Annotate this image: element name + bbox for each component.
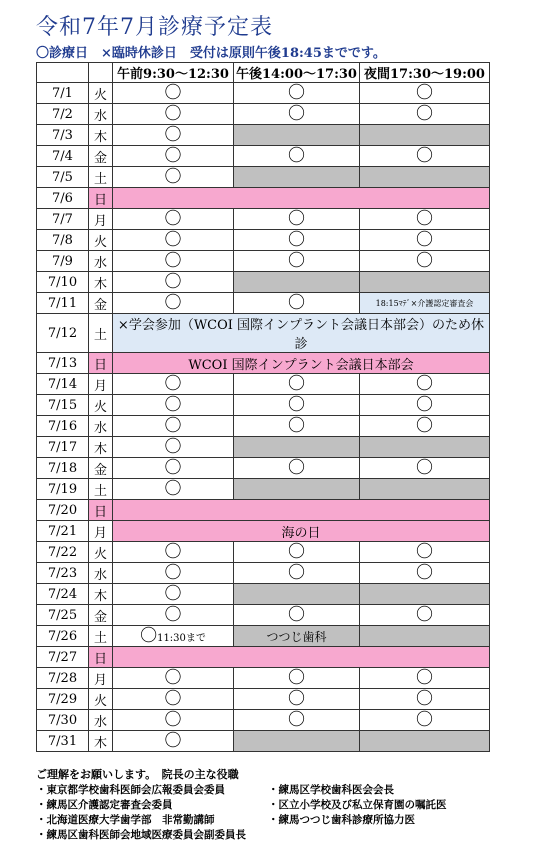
ev-cell xyxy=(360,416,490,437)
schedule-row xyxy=(37,626,490,647)
date-cell: 7/31 xyxy=(37,731,89,752)
pm-cell xyxy=(234,293,360,314)
weekday-cell: 水 xyxy=(89,104,113,125)
schedule-row xyxy=(37,416,490,437)
am-cell xyxy=(113,731,234,752)
am-cell xyxy=(113,605,234,626)
header-dow xyxy=(89,63,113,83)
open-mark: 〇 xyxy=(288,668,305,688)
open-mark: 〇 xyxy=(416,146,433,166)
open-mark: 〇 xyxy=(416,251,433,271)
schedule-row xyxy=(37,458,490,479)
weekday-cell: 水 xyxy=(89,251,113,272)
page-title: 令和7年7月診療予定表 xyxy=(36,15,273,40)
schedule-row xyxy=(37,251,490,272)
schedule-row xyxy=(37,521,490,542)
weekday-cell: 金 xyxy=(89,146,113,167)
ev-cell xyxy=(360,584,490,605)
schedule-row xyxy=(37,689,490,710)
ev-cell xyxy=(360,125,490,146)
ev-cell xyxy=(360,251,490,272)
schedule-row xyxy=(37,542,490,563)
header-afternoon: 午後14:00〜17:30 xyxy=(234,63,360,83)
day-note-cell xyxy=(113,188,490,209)
open-mark: 〇 xyxy=(288,374,305,394)
date-cell: 7/28 xyxy=(37,668,89,689)
schedule-row xyxy=(37,437,490,458)
am-cell xyxy=(113,83,234,104)
date-cell: 7/13 xyxy=(37,353,89,374)
schedule-row xyxy=(37,731,490,752)
am-cell xyxy=(113,542,234,563)
weekday-cell: 水 xyxy=(89,710,113,731)
ev-cell xyxy=(360,689,490,710)
open-mark: 〇 xyxy=(164,542,182,562)
date-cell: 7/6 xyxy=(37,188,89,209)
am-cell xyxy=(113,479,234,500)
date-cell: 7/2 xyxy=(37,104,89,125)
morning-note: 11:30まで xyxy=(157,633,206,644)
am-cell xyxy=(113,272,234,293)
date-cell: 7/26 xyxy=(37,626,89,647)
open-mark: 〇 xyxy=(164,689,182,709)
weekday-cell: 日 xyxy=(89,647,113,668)
open-mark: 〇 xyxy=(416,209,433,229)
role-item: ・練馬区歯科医師会地域医療委員会副委員長 xyxy=(36,829,246,841)
date-cell: 7/22 xyxy=(37,542,89,563)
open-mark: 〇 xyxy=(164,563,182,583)
role-item: ・練馬区介護認定審査会委員 xyxy=(36,799,173,811)
schedule-row xyxy=(37,500,490,521)
am-cell xyxy=(113,251,234,272)
date-cell: 7/5 xyxy=(37,167,89,188)
weekday-cell: 火 xyxy=(89,542,113,563)
date-cell: 7/17 xyxy=(37,437,89,458)
ev-cell xyxy=(360,437,490,458)
date-cell: 7/19 xyxy=(37,479,89,500)
date-cell: 7/11 xyxy=(37,293,89,314)
am-cell xyxy=(113,167,234,188)
ev-cell xyxy=(360,626,490,647)
open-mark: 〇 xyxy=(416,689,433,709)
date-cell: 7/20 xyxy=(37,500,89,521)
schedule-row xyxy=(37,479,490,500)
schedule-row xyxy=(37,668,490,689)
weekday-cell: 土 xyxy=(89,314,113,353)
open-mark: 〇 xyxy=(416,230,433,250)
header-evening: 夜間17:30〜19:00 xyxy=(360,63,490,83)
ev-cell xyxy=(360,167,490,188)
date-cell: 7/3 xyxy=(37,125,89,146)
weekday-cell: 火 xyxy=(89,689,113,710)
open-mark: 〇 xyxy=(288,251,305,271)
date-cell: 7/12 xyxy=(37,314,89,353)
open-mark: 〇 xyxy=(416,104,433,124)
weekday-cell: 金 xyxy=(89,605,113,626)
open-mark: 〇 xyxy=(288,395,305,415)
date-cell: 7/8 xyxy=(37,230,89,251)
role-item: ・北海道医療大学歯学部 非常勤講師 xyxy=(36,814,215,826)
open-mark: 〇 xyxy=(164,731,182,751)
pm-cell xyxy=(234,437,360,458)
schedule-row xyxy=(37,395,490,416)
open-mark: 〇 xyxy=(164,374,182,394)
open-mark: 〇 xyxy=(164,605,182,625)
date-cell: 7/18 xyxy=(37,458,89,479)
ev-cell xyxy=(360,563,490,584)
ev-cell xyxy=(360,731,490,752)
pm-cell xyxy=(234,689,360,710)
pm-cell xyxy=(234,542,360,563)
schedule-row xyxy=(37,647,490,668)
date-cell: 7/29 xyxy=(37,689,89,710)
date-cell: 7/21 xyxy=(37,521,89,542)
open-mark: 〇 xyxy=(164,668,182,688)
open-mark: 〇 xyxy=(164,209,182,229)
am-cell xyxy=(113,584,234,605)
footer xyxy=(36,766,516,843)
open-mark: 〇 xyxy=(164,458,182,478)
open-mark: 〇 xyxy=(164,83,182,103)
weekday-cell: 火 xyxy=(89,83,113,104)
pm-cell xyxy=(234,458,360,479)
open-mark: 〇 xyxy=(416,542,433,562)
weekday-cell: 日 xyxy=(89,188,113,209)
ev-cell xyxy=(360,146,490,167)
weekday-cell: 土 xyxy=(89,626,113,647)
am-cell xyxy=(113,395,234,416)
open-mark: 〇 xyxy=(416,605,433,625)
schedule-row xyxy=(37,584,490,605)
day-note-cell: WCOI 国際インプラント会議日本部会 xyxy=(113,353,490,374)
schedule-row xyxy=(37,167,490,188)
date-cell: 7/30 xyxy=(37,710,89,731)
role-item: ・東京都学校歯科医師会広報委員会委員 xyxy=(36,784,225,796)
date-cell: 7/10 xyxy=(37,272,89,293)
weekday-cell: 月 xyxy=(89,209,113,230)
weekday-cell: 月 xyxy=(89,521,113,542)
schedule-row xyxy=(37,230,490,251)
pm-cell xyxy=(234,251,360,272)
open-mark: 〇 xyxy=(288,416,305,436)
pm-cell xyxy=(234,416,360,437)
pm-cell xyxy=(234,104,360,125)
ev-cell xyxy=(360,458,490,479)
pm-cell xyxy=(234,563,360,584)
weekday-cell: 木 xyxy=(89,584,113,605)
open-mark: 〇 xyxy=(288,710,305,730)
ev-cell xyxy=(360,605,490,626)
ev-cell xyxy=(360,479,490,500)
schedule-row xyxy=(37,209,490,230)
weekday-cell: 日 xyxy=(89,500,113,521)
schedule-row xyxy=(37,125,490,146)
weekday-cell: 木 xyxy=(89,272,113,293)
schedule-row xyxy=(37,146,490,167)
open-mark: 〇 xyxy=(164,437,182,457)
schedule-row xyxy=(37,314,490,353)
open-mark: 〇 xyxy=(164,293,182,313)
date-cell: 7/4 xyxy=(37,146,89,167)
am-cell xyxy=(113,458,234,479)
schedule-row xyxy=(37,272,490,293)
am-cell xyxy=(113,374,234,395)
date-cell: 7/23 xyxy=(37,563,89,584)
schedule-row xyxy=(37,353,490,374)
open-mark: 〇 xyxy=(164,395,182,415)
ev-cell xyxy=(360,395,490,416)
legend-note: 〇診療日 ×臨時休診日 受付は原則午後18:45までです。 xyxy=(36,46,386,61)
pm-cell xyxy=(234,83,360,104)
schedule-row xyxy=(37,104,490,125)
open-mark: 〇 xyxy=(416,563,433,583)
open-mark: 〇 xyxy=(416,83,433,103)
am-cell xyxy=(113,689,234,710)
weekday-cell: 金 xyxy=(89,458,113,479)
open-mark: 〇 xyxy=(288,83,305,103)
am-cell xyxy=(113,437,234,458)
am-cell xyxy=(113,563,234,584)
schedule-row xyxy=(37,293,490,314)
open-mark: 〇 xyxy=(164,104,182,124)
footer-heading: ご理解をお願いします。 院長の主な役職 xyxy=(36,768,239,781)
ev-cell xyxy=(360,374,490,395)
open-mark: 〇 xyxy=(288,146,305,166)
role-item: ・区立小学校及び私立保育園の嘱託医 xyxy=(268,799,447,811)
ev-cell xyxy=(360,542,490,563)
open-mark: 〇 xyxy=(164,272,182,292)
schedule-row xyxy=(37,374,490,395)
pm-cell xyxy=(234,167,360,188)
date-cell: 7/27 xyxy=(37,647,89,668)
open-mark: 〇 xyxy=(416,458,433,478)
am-cell xyxy=(113,710,234,731)
weekday-cell: 火 xyxy=(89,395,113,416)
schedule-row xyxy=(37,188,490,209)
pm-cell xyxy=(234,605,360,626)
weekday-cell: 土 xyxy=(89,479,113,500)
open-mark: 〇 xyxy=(164,479,182,499)
am-cell xyxy=(113,209,234,230)
header-date xyxy=(37,63,89,83)
date-cell: 7/15 xyxy=(37,395,89,416)
open-mark: 〇 xyxy=(416,668,433,688)
open-mark: 〇 xyxy=(416,374,433,394)
open-mark: 〇 xyxy=(288,605,305,625)
ev-cell xyxy=(360,272,490,293)
weekday-cell: 日 xyxy=(89,353,113,374)
open-mark: 〇 xyxy=(164,710,182,730)
open-mark: 〇 xyxy=(164,125,182,145)
date-cell: 7/9 xyxy=(37,251,89,272)
weekday-cell: 水 xyxy=(89,563,113,584)
open-mark: 〇 xyxy=(288,689,305,709)
open-mark: 〇 xyxy=(164,251,182,271)
ev-cell xyxy=(360,209,490,230)
pm-cell xyxy=(234,230,360,251)
weekday-cell: 土 xyxy=(89,167,113,188)
pm-cell xyxy=(234,479,360,500)
schedule-row xyxy=(37,710,490,731)
open-mark: 〇 xyxy=(164,230,182,250)
date-cell: 7/24 xyxy=(37,584,89,605)
open-mark: 〇 xyxy=(288,542,305,562)
am-cell xyxy=(113,416,234,437)
ev-cell: 18:15ﾏﾃﾞ×介護認定審査会 xyxy=(360,293,490,314)
roles-list xyxy=(36,783,516,843)
date-cell: 7/7 xyxy=(37,209,89,230)
pm-cell xyxy=(234,668,360,689)
day-note-cell xyxy=(113,647,490,668)
date-cell: 7/14 xyxy=(37,374,89,395)
open-mark: 〇 xyxy=(164,584,182,604)
open-mark: 〇 xyxy=(288,293,305,313)
schedule-table xyxy=(36,62,490,752)
weekday-cell: 火 xyxy=(89,230,113,251)
ev-cell xyxy=(360,230,490,251)
ev-cell xyxy=(360,668,490,689)
schedule-row xyxy=(37,605,490,626)
open-mark: 〇 xyxy=(416,710,433,730)
pm-cell xyxy=(234,584,360,605)
ev-cell xyxy=(360,710,490,731)
pm-cell xyxy=(234,146,360,167)
am-cell xyxy=(113,146,234,167)
open-mark: 〇 xyxy=(164,146,182,166)
weekday-cell: 木 xyxy=(89,731,113,752)
pm-cell xyxy=(234,125,360,146)
date-cell: 7/25 xyxy=(37,605,89,626)
schedule-row xyxy=(37,83,490,104)
day-note-cell: ×学会参加（WCOI 国際インプラント会議日本部会）のため休診 xyxy=(113,314,490,353)
am-cell xyxy=(113,293,234,314)
schedule-row xyxy=(37,563,490,584)
am-cell xyxy=(113,626,234,647)
pm-cell: つつじ歯科 xyxy=(234,626,360,647)
open-mark: 〇 xyxy=(164,167,182,187)
pm-cell xyxy=(234,710,360,731)
ev-cell xyxy=(360,104,490,125)
weekday-cell: 木 xyxy=(89,437,113,458)
weekday-cell: 金 xyxy=(89,293,113,314)
pm-cell xyxy=(234,374,360,395)
open-mark: 〇 xyxy=(288,458,305,478)
pm-cell xyxy=(234,731,360,752)
header-row xyxy=(37,63,490,83)
open-mark: 〇 xyxy=(288,230,305,250)
ev-cell xyxy=(360,83,490,104)
role-item: ・練馬区学校歯科医会会長 xyxy=(268,784,394,796)
open-mark: 〇 xyxy=(164,416,182,436)
header-morning: 午前9:30〜12:30 xyxy=(113,63,234,83)
date-cell: 7/16 xyxy=(37,416,89,437)
open-mark: 〇 xyxy=(288,563,305,583)
weekday-cell: 水 xyxy=(89,416,113,437)
pm-cell xyxy=(234,395,360,416)
am-cell xyxy=(113,125,234,146)
weekday-cell: 木 xyxy=(89,125,113,146)
am-cell xyxy=(113,668,234,689)
open-mark: 〇 xyxy=(416,416,433,436)
open-mark: 〇 xyxy=(140,626,158,646)
day-note-cell: 海の日 xyxy=(113,521,490,542)
open-mark: 〇 xyxy=(416,395,433,415)
day-note-cell xyxy=(113,500,490,521)
role-item: ・練馬つつじ歯科診療所協力医 xyxy=(268,814,415,826)
weekday-cell: 月 xyxy=(89,374,113,395)
open-mark: 〇 xyxy=(288,209,305,229)
weekday-cell: 月 xyxy=(89,668,113,689)
am-cell xyxy=(113,230,234,251)
am-cell xyxy=(113,104,234,125)
date-cell: 7/1 xyxy=(37,83,89,104)
pm-cell xyxy=(234,209,360,230)
open-mark: 〇 xyxy=(288,104,305,124)
pm-cell xyxy=(234,272,360,293)
